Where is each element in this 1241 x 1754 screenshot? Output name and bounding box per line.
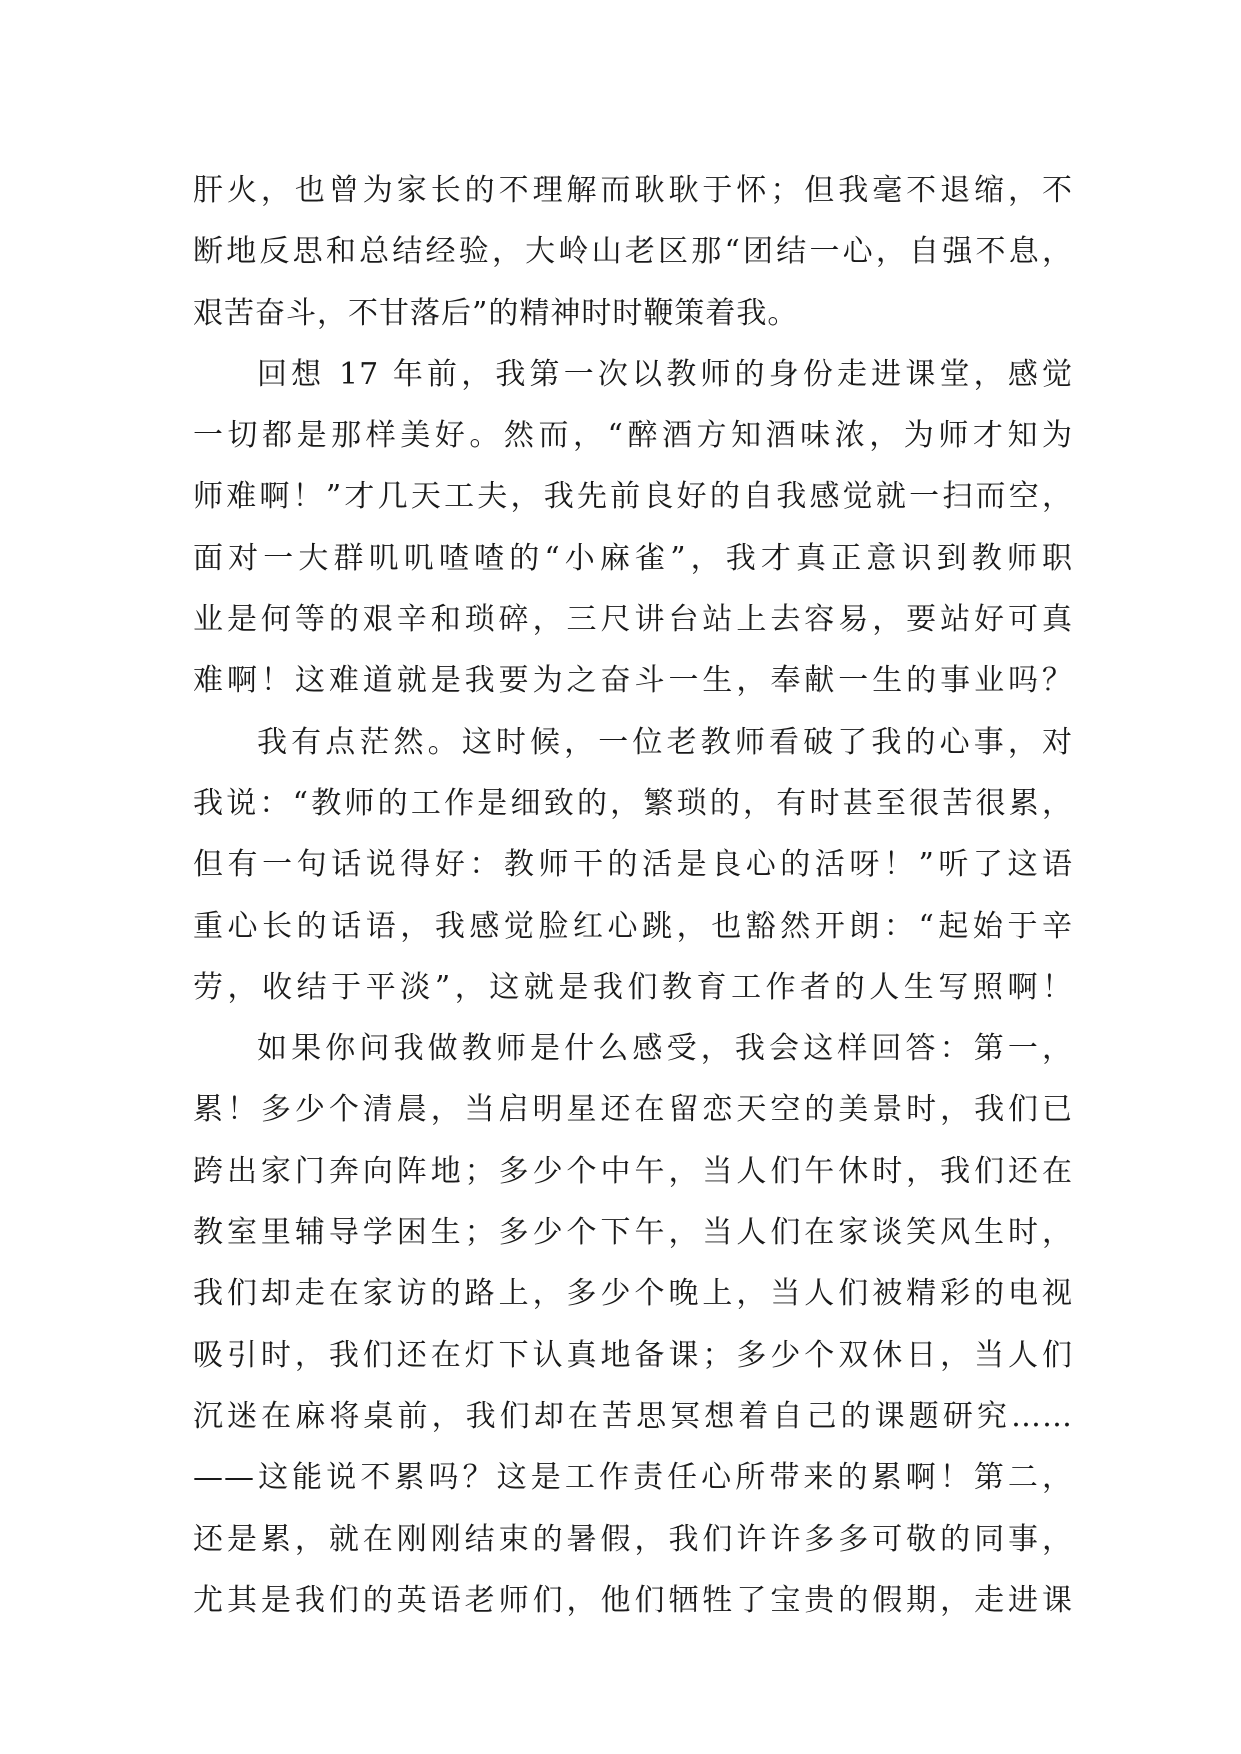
text-line: 一切都是那样美好。然而，“醉酒方知酒味浓，为师才知为 xyxy=(193,418,1073,454)
text-line: 艰苦奋斗，不甘落后”的精神时时鞭策着我。 xyxy=(193,295,799,331)
text-line: 教室里辅导学困生；多少个下午，当人们在家谈笑风生时， xyxy=(193,1215,1073,1251)
text-line: 业是何等的艰辛和琐碎，三尺讲台站上去容易，要站好可真 xyxy=(193,602,1073,638)
paragraph-start-line: 如果你问我做教师是什么感受，我会这样回答：第一， xyxy=(257,1031,1073,1067)
text-line: 难啊！这难道就是我要为之奋斗一生，奉献一生的事业吗？ xyxy=(193,663,1073,699)
text-line: ——这能说不累吗？这是工作责任心所带来的累啊！第二， xyxy=(193,1460,1073,1496)
text-line: 肝火，也曾为家长的不理解而耿耿于怀；但我毫不退缩，不 xyxy=(193,173,1073,208)
text-line: 吸引时，我们还在灯下认真地备课；多少个双休日，当人们 xyxy=(193,1337,1073,1373)
text-line: 我说：“教师的工作是细致的，繁琐的，有时甚至很苦很累， xyxy=(193,785,1073,821)
text-line: 劳，收结于平淡”，这就是我们教育工作者的人生写照啊！ xyxy=(193,969,1073,1005)
text-line: 尤其是我们的英语老师们，他们牺牲了宝贵的假期，走进课 xyxy=(193,1582,1073,1618)
text-line: 但有一句话说得好：教师干的活是良心的活呀！”听了这语 xyxy=(193,847,1073,883)
paragraph-start-line: 回想 17 年前，我第一次以教师的身份走进课堂，感觉 xyxy=(257,356,1073,392)
text-line: 重心长的话语，我感觉脸红心跳，也豁然开朗：“起始于辛 xyxy=(193,908,1073,944)
text-line: 还是累，就在刚刚结束的暑假，我们许许多多可敬的同事， xyxy=(193,1521,1073,1557)
text-line: 面对一大群叽叽喳喳的“小麻雀”，我才真正意识到教师职 xyxy=(193,540,1073,576)
body-text xyxy=(193,160,1073,1631)
text-line: 断地反思和总结经验，大岭山老区那“团结一心，自强不息， xyxy=(193,234,1073,270)
text-line: 师难啊！”才几天工夫，我先前良好的自我感觉就一扫而空， xyxy=(193,479,1073,515)
text-line: 累！多少个清晨，当启明星还在留恋天空的美景时，我们已 xyxy=(193,1092,1073,1128)
paragraph-start-line: 我有点茫然。这时候，一位老教师看破了我的心事，对 xyxy=(257,724,1073,760)
text-line: 我们却走在家访的路上，多少个晚上，当人们被精彩的电视 xyxy=(193,1276,1073,1312)
text-line: 沉迷在麻将桌前，我们却在苦思冥想着自己的课题研究…… xyxy=(193,1398,1073,1434)
text-line: 跨出家门奔向阵地；多少个中午，当人们午休时，我们还在 xyxy=(193,1153,1073,1189)
